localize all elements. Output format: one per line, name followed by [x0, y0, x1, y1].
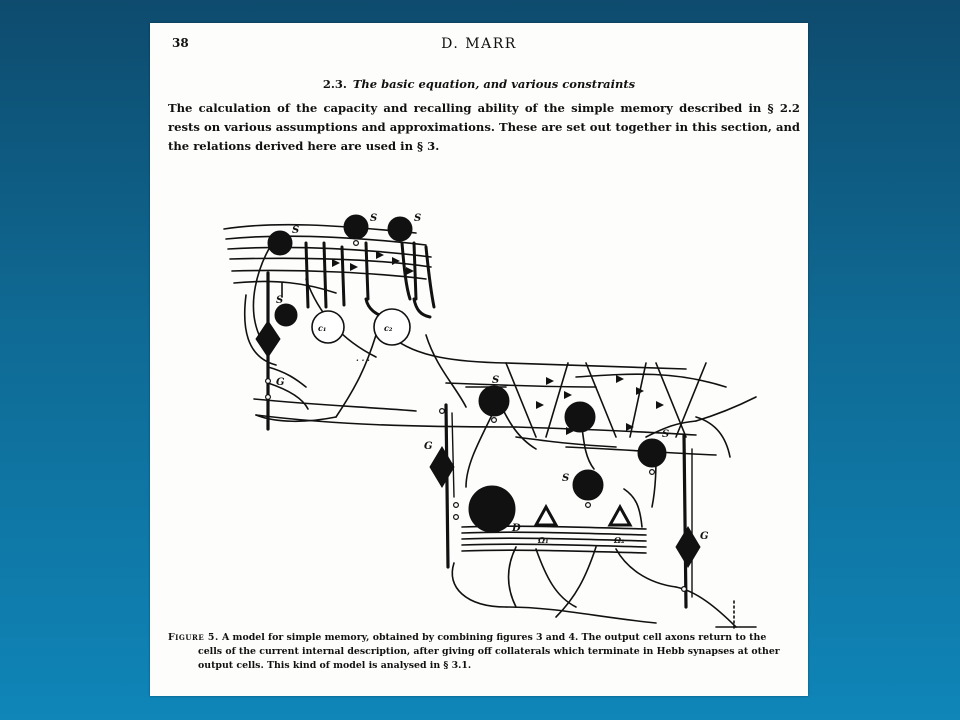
label-c1: c₁ — [318, 323, 327, 333]
caption-label: Figure 5. — [168, 632, 219, 643]
label-omega2: Ω₂ — [614, 535, 625, 545]
figure-caption — [168, 631, 796, 673]
label-s1: S — [292, 225, 300, 236]
section-number: 2.3. — [322, 77, 347, 91]
label-c2: c₂ — [384, 323, 393, 333]
section-heading — [150, 77, 808, 91]
running-head: D. MARR — [441, 36, 517, 52]
label-s6: S — [562, 473, 570, 484]
page-number: 38 — [172, 36, 189, 50]
label-g1: G — [276, 377, 285, 388]
label-s4: S — [276, 295, 284, 306]
caption-line-2: cells of the current internal description, after giving off collaterals which terminate in Hebb synapses at other — [198, 646, 780, 657]
label-s2: S — [370, 213, 378, 224]
neural-model-diagram — [216, 187, 776, 633]
scanned-page — [150, 23, 808, 696]
neural-model-figure — [216, 187, 776, 633]
label-s7: S — [662, 429, 670, 440]
label-g2: G — [424, 441, 433, 452]
label-g3: G — [700, 531, 709, 542]
caption-line-3: output cells. This kind of model is analysed in § 3.1. — [198, 660, 472, 671]
label-omega1: Ω₁ — [538, 535, 549, 545]
caption-line-1: A model for simple memory, obtained by combining figures 3 and 4. The output cell axons return to the — [221, 632, 767, 643]
label-dots: · · · — [356, 355, 370, 365]
label-d: D — [512, 523, 521, 534]
label-s5: S — [492, 375, 500, 386]
label-s3: S — [414, 213, 422, 224]
section-title: The basic equation, and various constraints — [352, 77, 636, 91]
intro-paragraph: The calculation of the capacity and recalling ability of the simple memory described in § 2.2 rests on various assumptions and approximations. These are set out together in this section, and the relations derived here are used in § 3. — [168, 101, 800, 153]
